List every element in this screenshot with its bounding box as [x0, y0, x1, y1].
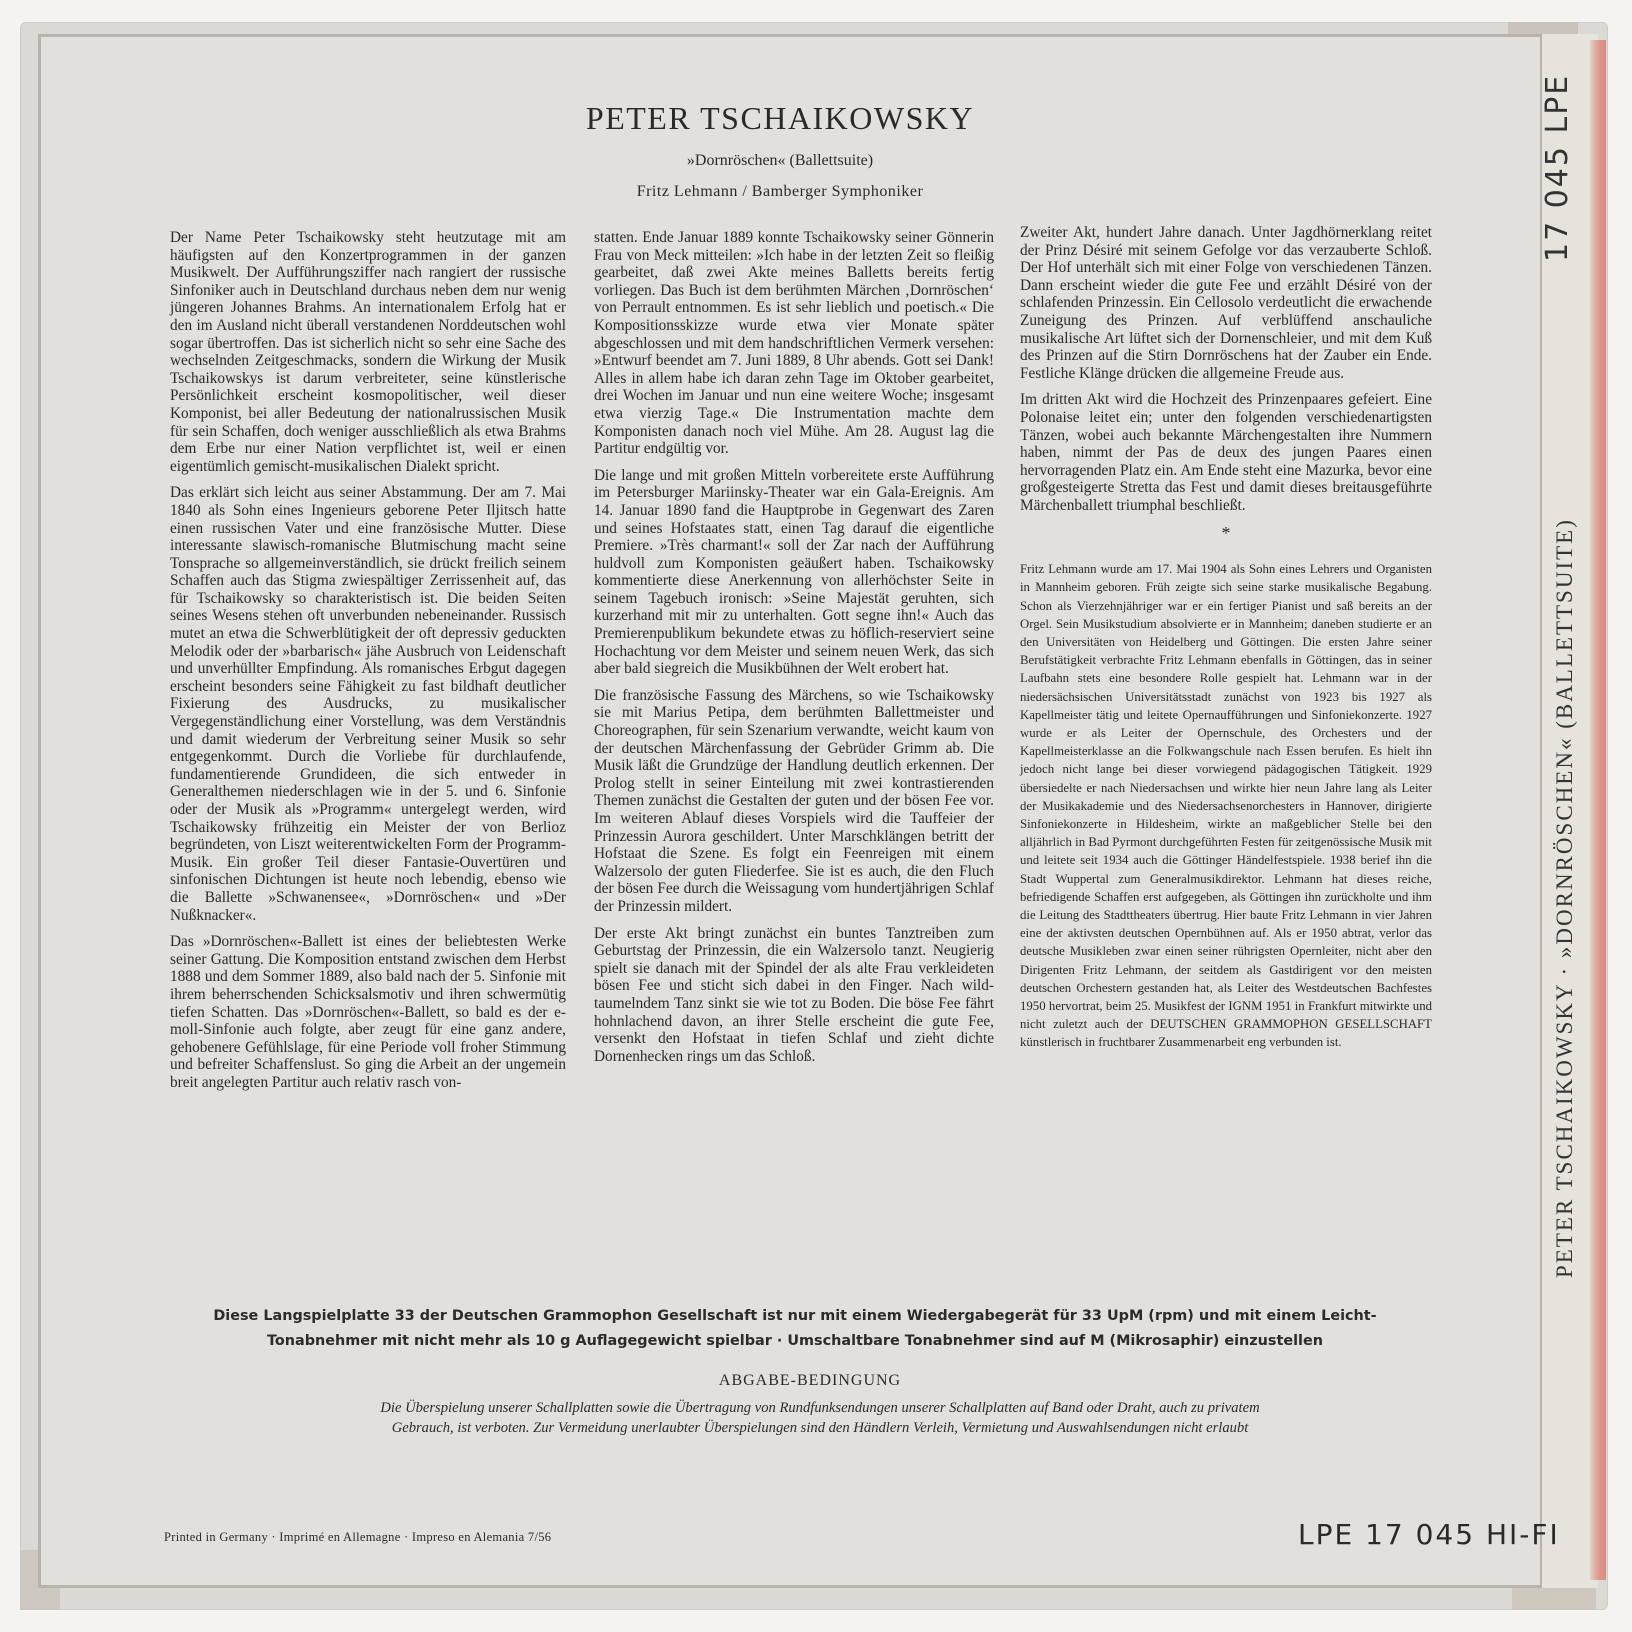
paragraph: statten. Ende Januar 1889 konnte Tschaikowsky seiner Gönnerin Frau von Meck mitteilen: »Ich habe in der letzten Zeit so fleißig gearbeitet, daß zwei Akte meines Balletts bereits fertig vorliegen. Das Buch ist dem berühmten Märchen ‚Dornröschen‘ von Perrault entnommen. Es ist sehr lieblich und poetisch.« Die Kompositionsskizze wurde etwa vier Monate später abgeschlossen und mit dem handschriftlichen Vermerk versehen: »Entwurf beendet am 7. Juni 1889, 8 Uhr abends. Gott sei Dank! Alles in allem habe ich daran zehn Tage im Oktober gearbeitet, drei Wochen im Januar und nun eine weitere Woche; insgesamt etwa vierzig Tage.« Die Instrumentation machte dem Komponisten danach noch viel Mühe. Am 28. August lag die Partitur endgültig vor. [594, 229, 994, 458]
section-separator: * [1221, 522, 1231, 543]
paragraph: Im dritten Akt wird die Hochzeit des Prinzenpaares gefeiert. Eine Polonaise leitet ein; unter den folgenden verschiedenartigsten Tänzen, wobei auch bekannte Märchengestalten ihre Nummern haben, nimmt der Pas de deux des jungen Paares einen hervorragenden Platz ein. Am Ende steht eine Mazurka, bevor eine großgesteigerte Stretta das Fest und damit dieses breitausgeführte Märchenballett triumphal beschließt. [1020, 391, 1432, 514]
page-title: PETER TSCHAIKOWSKY [585, 100, 975, 136]
text-column-2 [594, 229, 994, 1074]
spine-red-edge [1590, 40, 1606, 1580]
worn-corner-bottom-right [1512, 1588, 1596, 1610]
notice-line: Tonabnehmer mit nicht mehr als 10 g Auflagegewicht spielbar · Umschaltbare Tonabnehmer sind auf M (Mikrosaphir) einzustellen [266, 1333, 1323, 1349]
conditions-line: Gebrauch, ist verboten. Zur Vermeidung unerlaubter Überspielungen sind den Händlern Verleih, Vermietung und Auswahlsendungen nicht erlaubt [391, 1420, 1249, 1436]
work-subtitle: »Dornröschen« (Ballettsuite) [686, 152, 874, 169]
paragraph: Der Name Peter Tschaikowsky steht heutzutage mit am häufigsten auf den Konzertprogrammen in der ganzen Musikwelt. Der Aufführungsziffer nach rangiert der russische Sinfoniker auch in Deutschland durchaus neben dem nur wenig jüngeren Johannes Brahms. An internationalem Erfolg hat er den im Ausland nicht überall verstandenen Norddeutschen wohl sogar übertroffen. Das ist sicherlich nicht so sehr eine Sache des wechselnden Zeitgeschmacks, sondern die Wirkung der Musik Tschaikowskys ist darum verbreiteter, seine künstlerische Persönlichkeit erscheint kosmopolitischer, weil dieser Komponist, bei aller Bedeutung der nationalrussischen Musik für sein Schaffen, doch weniger ausschließlich als etwa Brahms dem Erbe nur einer Nation verpflichtet ist, weil er einen eigentümlich gemischt-musikalischen Dialekt spricht. [170, 229, 566, 475]
spine-title: PETER TSCHAIKOWSKY · »DORNRÖSCHEN« (BALLETTSUITE) [1552, 518, 1577, 1278]
paragraph: Die französische Fassung des Märchens, so wie Tschaikowsky sie mit Marius Petipa, dem berühmten Ballettmeister und Choreographen, für sein Szenarium verwandte, weicht kaum von der deutschen Märchenfassung der Gebrüder Grimm ab. Die Musik läßt die Grundzüge der Handlung deutlich erkennen. Der Prolog stellt in seiner Einteilung mit zwei kontrastierenden Themen zunächst die Gestalten der guten und der bösen Fee vor. Im weiteren Ablauf dieses Vorspiels wird die Tauffeier der Prinzessin Aurora geschildert. Unter Marschklängen betritt der Hofstaat die Szene. Es folgt ein Feenreigen mit einem Walzersolo der guten Fliederfee. Sie ist es auch, die den Fluch der bösen Fee durch die Weissagung vom hundertjährigen Schlaf der Prinzessin mildert. [594, 686, 994, 915]
paragraph: Das »Dornröschen«-Ballett ist eines der beliebtesten Werke seiner Gattung. Die Komposition entstand zwischen dem Herbst 1888 und dem Sommer 1889, also bald nach der 5. Sinfonie mit ihrem beherrschenden Schicksalsmotiv und ihren schwermütig tiefen Schatten. Das »Dornröschen«-Ballett, so bald es der e-moll-Sinfonie auch folgte, aber zeugt für eine ganz andere, gehobenere Gefühlslage, für eine Periode voll froher Stimmung und befreiter Schaffenslust. So ging die Arbeit an der ungemein breit angelegten Partitur auch relativ rasch von- [170, 933, 566, 1091]
paragraph: Der erste Akt bringt zunächst ein buntes Tanztreiben zum Geburtstag der Prinzessin, die ein Walzersolo tanzt. Neugierig spielt sie danach mit der Spindel der als alte Frau verkleideten bösen Fee und sticht sich dabei in den Finger. Nach wild-taumelndem Tanz sinkt sie wie tot zu Boden. Die böse Fee fährt hohnlachend davon, an ihrer Stelle erscheint die gute Fee, versenkt den Hofstaat in tiefen Schlaf und zieht dichte Dornenhecken rings um das Schloß. [594, 924, 994, 1065]
paragraph: Zweiter Akt, hundert Jahre danach. Unter Jagdhörnerklang reitet der Prinz Désiré mit seinem Gefolge vor das verzauberte Schloß. Der Hof unterhält sich mit einer Folge von verschiedenen Tänzen. Dann erscheint wieder die gute Fee und erzählt Désiré von der schlafenden Prinzessin. Ein Cellosolo verdeutlicht die erwachende Zuneigung des Prinzen. Auf verblüffend anschauliche musikalische Art lüftet sich der Dornenschleier, und mit dem Kuß des Prinzen auf die Stirn Dornröschens hat der Zauber ein Ende. Festliche Klänge drücken die allgemeine Freude aus. [1020, 224, 1432, 382]
conditions-line: Die Überspielung unserer Schallplatten sowie die Übertragung von Rundfunksendungen unserer Schallplatten auf Band oder Draht, auch zu privatem [380, 1400, 1260, 1416]
paragraph: Die lange und mit großen Mitteln vorbereitete erste Aufführung im Petersburger Mariinsky-Theater war ein Gala-Ereignis. Am 14. Januar 1890 fand die Hauptprobe in Gegenwart des Zaren und seines Hofstaates statt, einen Tag darauf die eigentliche Premiere. »Très charmant!« soll der Zar nach der Aufführung huldvoll zum Komponisten geäußert haben. Tschaikowsky kommentierte diese Anerkennung von allerhöchster Seite in seinem Tagebuch ironisch: »Seine Majestät geruhten, sich kurzerhand mit mir zu unterhalten. Gott segne ihn!« Auch das Premierenpublikum bekundete etwas zu höflich-reserviert seine Hochachtung vor dem Meister und seinem neuen Werk, das sich aber bald siegreich die Musikbühnen der Welt erobert hat. [594, 466, 994, 678]
text-column-3 [1020, 224, 1432, 1061]
printed-in-note: Printed in Germany · Imprimé en Allemagne · Impreso en Alemania 7/56 [164, 1530, 552, 1544]
spine-catalog-number: 17 045 LPE [1540, 73, 1575, 262]
conductor-biography: Fritz Lehmann wurde am 17. Mai 1904 als Sohn eines Lehrers und Organisten in Mannheim geboren. Früh zeigte sich seine starke musikalische Begabung. Schon als Vierzehnjähriger war er ein fertiger Pianist und saß bereits an der Orgel. Sein Musikstudium absolvierte er in Mannheim; daneben studierte er an den Universitäten von Heidelberg und Göttingen. Die ersten Jahre seiner Berufstätigkeit verbrachte Fritz Lehmann ebenfalls in Göttingen, das in seiner Laufbahn stets eine besondere Rolle gespielt hat. Lehmann war in der niedersächsischen Universitätsstadt zunächst von 1923 bis 1927 als Kapellmeister tätig und leitete Opernaufführungen und Sinfoniekonzerte. 1927 wurde er als Leiter der Opernschule, des Orchesters und der Kapellmeisterklasse an die Folkwangschule nach Essen berufen. Es hielt ihn jedoch nicht lange bei dieser vorwiegend pädagogischen Tätigkeit. 1929 übersiedelte er nach Niedersachsen und wirkte hier neun Jahre lang als Leiter der Musikakademie und des Niedersachsenorchesters in Hannover, dirigierte Sinfoniekonzerte in Hildesheim, wirkte an maßgeblicher Stelle bei den alljährlich in Bad Pyrmont durchgeführten Festen für zeitgenössische Musik mit und leitete seit 1934 auch die Göttinger Händelfestspiele. 1938 berief ihn die Stadt Wuppertal zum Generalmusikdirektor. Lehmann hat dieses reiche, befriedigende Schaffen erst aufgegeben, als Göttingen ihn zurückholte und ihm die Leitung des Stadttheaters übertrug. Hier baute Fritz Lehmann in vier Jahren eine der aktivsten deutschen Opernbühnen auf. Als er 1950 abtrat, verlor das deutsche Musikleben zwar einen seiner rührigsten Opernleiter, nicht aber den Dirigenten Fritz Lehmann, der seitdem als Gastdirigent vor den meisten deutschen Orchestern gestanden hat, als Leiter des Westdeutschen Bachfestes 1950 hervortrat, beim 25. Musikfest der IGNM 1951 in Frankfurt mitwirkte und nicht zuletzt auch der DEUTSCHEN GRAMMOPHON GESELLSCHAFT künstlerisch in fruchtbarer Zusammenarbeit eng verbunden ist. [1020, 562, 1432, 1050]
notice-line: Diese Langspielplatte 33 der Deutschen Grammophon Gesellschaft ist nur mit einem Wiedergabegerät für 33 UpM (rpm) und mit einem Leicht- [213, 1308, 1377, 1324]
performers-line: Fritz Lehmann / Bamberger Symphoniker [636, 183, 924, 200]
playback-notice [150, 1304, 1440, 1354]
text-column-1 [170, 229, 566, 1101]
sale-conditions-title: ABGABE-BEDINGUNG [718, 1372, 902, 1389]
catalog-number: LPE 17 045 HI-FI [1298, 1518, 1560, 1551]
paragraph: Das erklärt sich leicht aus seiner Abstammung. Der am 7. Mai 1840 als Sohn eines Ingenieurs geborene Peter Iljitsch hatte einen russischen Vater und eine französische Mutter. Diese interessante slawisch-romanische Blutmischung macht seine Tonsprache so allgemeinverständlich, sie drückt freilich seinem Schaffen auch das Stigma zwiespältiger Zerrissenheit auf, das für Tschaikowsky so charakteristisch ist. Die beiden Seiten seines Wesens stehen oft unverbunden nebeneinander. Russisch mutet an etwa die Schwerblütigkeit der oft depressiv geduckten Melodik oder der »barbarisch« jähe Ausbruch von Leidenschaft und unverhüllter Empfindung. Als romanisches Erbgut dagegen erscheint besonders seine Fähigkeit zu fast bildhaft deutlicher Fixierung des Ausdrucks, zu musikalischer Vergegenständlichung einer Vorstellung, was dem Verständnis und damit wiederum der Verbreitung seiner Musik so sehr entgegenkommt. Durch die Vorliebe für durchlaufende, fundamentierende Grundideen, die sich entweder in Generalthemen niederschlagen wie in der 5. und 6. Sinfonie oder der Musik als »Programm« untergelegt werden, wird Tschaikowsky frühzeitig ein Meister der von Berlioz begründeten, von Liszt weiterentwickelten Form der Programm-Musik. Ein großer Teil dieser Fantasie-Ouvertüren und sinfonischen Dichtungen ist heute noch lebendig, ebenso wie die Ballette »Schwanensee«, »Dornröschen« und »Der Nußknacker«. [170, 484, 566, 924]
sale-conditions-text [270, 1398, 1370, 1438]
